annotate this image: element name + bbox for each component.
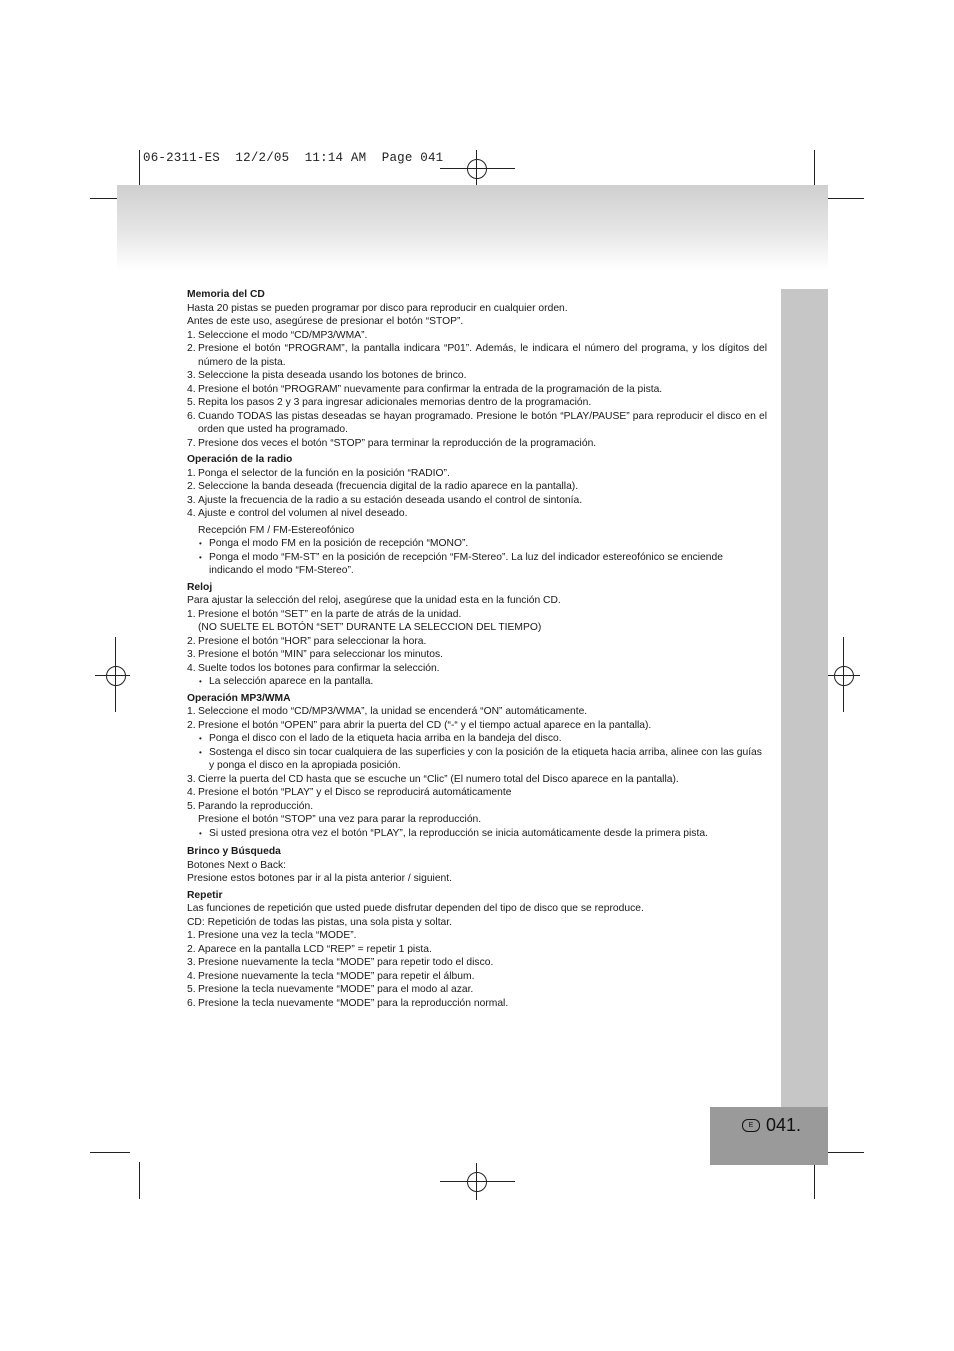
bullet-item bbox=[187, 537, 767, 551]
list-number: 3. bbox=[187, 494, 196, 506]
list-number: 4. bbox=[187, 662, 196, 674]
list-number: 3. bbox=[187, 370, 196, 381]
list-text: Cierre la puerta del CD hasta que se escuche un “Clic” (El numero total del Disco aparece en la pantalla). bbox=[198, 773, 679, 785]
paragraph: Antes de este uso, asegúrese de presionar el botón “STOP”. bbox=[187, 316, 464, 327]
list-item bbox=[187, 437, 767, 451]
list-text: Presione la tecla nuevamente “MODE” para la reproducción normal. bbox=[198, 997, 509, 1009]
side-tab bbox=[781, 289, 828, 1107]
list-number: 4. bbox=[187, 970, 196, 982]
print-slug: 06-2311-ES 12/2/05 11:14 AM Page 041 bbox=[143, 151, 444, 165]
bullet-icon: • bbox=[199, 539, 202, 548]
list-text: Presione una vez la tecla “MODE”. bbox=[198, 930, 357, 941]
list-text: Aparece en la pantalla LCD “REP” = repetir 1 pista. bbox=[198, 943, 432, 955]
registration-mark-circle bbox=[834, 666, 854, 686]
list-number: 1. bbox=[187, 706, 196, 717]
section-brinco bbox=[187, 845, 767, 886]
list-item bbox=[187, 480, 767, 494]
list-text: Seleccione el modo “CD/MP3/WMA”, la unidad se encenderá “ON” automáticamente. bbox=[198, 706, 588, 717]
list-number: 6. bbox=[187, 410, 196, 422]
paragraph: Para ajustar la selección del reloj, asegúrese que la unidad esta en la función CD. bbox=[187, 595, 561, 606]
list-item bbox=[187, 956, 767, 970]
bullet-item bbox=[187, 675, 767, 689]
list-number: 3. bbox=[187, 773, 196, 785]
bullet-icon: • bbox=[199, 828, 202, 838]
section-heading: Brinco y Búsqueda bbox=[187, 846, 281, 857]
header-band bbox=[117, 185, 828, 270]
paragraph: Las funciones de repetición que usted puede disfrutar dependen del tipo de disco que se reproduce. bbox=[187, 903, 644, 914]
list-item bbox=[187, 608, 767, 622]
list-item bbox=[187, 396, 767, 410]
list-item bbox=[187, 329, 767, 343]
list-item bbox=[187, 943, 767, 957]
note: (NO SUELTE EL BOTÓN “SET” DURANTE LA SELECCION DEL TIEMPO) bbox=[198, 622, 542, 633]
crop-mark bbox=[139, 150, 140, 187]
list-text: Presione nuevamente la tecla “MODE” para repetir el álbum. bbox=[198, 970, 475, 982]
bullet-text: Si usted presiona otra vez el botón “PLAY”, la reproducción se inicia automáticamente desde la primera pista. bbox=[209, 827, 708, 839]
list-item bbox=[187, 507, 767, 521]
list-number: 2. bbox=[187, 343, 196, 354]
list-text: Suelte todos los botones para confirmar la selección. bbox=[198, 662, 440, 674]
registration-mark-circle bbox=[106, 666, 126, 686]
list-number: 4. bbox=[187, 383, 196, 395]
list-item bbox=[187, 970, 767, 984]
section-heading: Memoria del CD bbox=[187, 289, 265, 300]
crop-mark bbox=[90, 1152, 130, 1153]
list-number: 2. bbox=[187, 635, 196, 647]
list-text: Presione el botón “OPEN” para abrir la puerta del CD (“-“ y el tiempo actual aparece en la pantalla). bbox=[198, 719, 652, 731]
section-reloj bbox=[187, 581, 767, 689]
list-number: 4. bbox=[187, 787, 196, 798]
bullet-text: Ponga el modo “FM-ST” en la posición de recepción “FM-Stereo”. La luz del indicador estereofónico se enciende indicando el modo “FM-Stereo”. bbox=[209, 551, 723, 576]
list-number: 2. bbox=[187, 719, 196, 731]
section-mp3 bbox=[187, 692, 767, 841]
paragraph: CD: Repetición de todas las pistas, una sola pista y soltar. bbox=[187, 916, 452, 928]
list-text: Presione el botón “PROGRAM”, la pantalla indicara “P01”. Además, le indicara el número del programa, y los dígitos del número de la pista. bbox=[198, 343, 767, 368]
list-number: 1. bbox=[187, 329, 196, 341]
bullet-item bbox=[187, 732, 767, 746]
crop-mark bbox=[814, 1162, 815, 1199]
list-number: 3. bbox=[187, 649, 196, 660]
list-item bbox=[187, 369, 767, 383]
list-number: 1. bbox=[187, 930, 196, 941]
crop-mark bbox=[814, 150, 815, 187]
bullet-text: La selección aparece en la pantalla. bbox=[209, 676, 374, 687]
list-text: Repita los pasos 2 y 3 para ingresar adicionales memorias dentro de la programación. bbox=[198, 397, 592, 408]
list-item bbox=[187, 997, 767, 1011]
bullet-text: Ponga el disco con el lado de la etiqueta hacia arriba en la bandeja del disco. bbox=[209, 733, 562, 744]
bullet-icon: • bbox=[199, 677, 202, 686]
list-text: Cuando TODAS las pistas deseadas se hayan programado. Presione le botón “PLAY/PAUSE” para reproducir el disco en el orden que usted ha programado. bbox=[198, 410, 767, 435]
registration-mark-circle bbox=[467, 1172, 487, 1192]
list-text: Parando la reproducción. bbox=[198, 800, 314, 812]
bullet-item bbox=[187, 746, 767, 773]
list-text: Presione el botón “SET” en la parte de atrás de la unidad. bbox=[198, 608, 462, 620]
list-text: Ponga el selector de la función en la posición “RADIO”. bbox=[198, 467, 450, 479]
list-number: 4. bbox=[187, 508, 196, 519]
list-item bbox=[187, 786, 767, 800]
page-number bbox=[742, 1115, 801, 1136]
list-text: Ajuste e control del volumen al nivel deseado. bbox=[198, 508, 408, 519]
page-number-text: 041. bbox=[766, 1115, 802, 1135]
section-heading: Operación MP3/WMA bbox=[187, 692, 291, 704]
list-number: 6. bbox=[187, 997, 196, 1009]
list-number: 2. bbox=[187, 481, 196, 492]
paragraph: Botones Next o Back: bbox=[187, 859, 287, 871]
list-text: Presione dos veces el botón “STOP” para terminar la reproducción de la programación. bbox=[198, 437, 597, 449]
bullet-text: Sostenga el disco sin tocar cualquiera de las superficies y con la posición de la etiqueta hacia arriba, alinee con las guías y ponga el disco en la apropiada posición. bbox=[209, 746, 762, 771]
section-memoria bbox=[187, 288, 767, 450]
list-item bbox=[187, 342, 767, 369]
bullet-item bbox=[187, 827, 767, 841]
crop-mark bbox=[139, 1162, 140, 1199]
list-number: 1. bbox=[187, 467, 196, 479]
bullet-icon: • bbox=[199, 747, 202, 757]
list-item bbox=[187, 494, 767, 508]
list-item bbox=[187, 929, 767, 943]
bullet-item bbox=[187, 551, 767, 578]
sub-label: Recepción FM / FM-Estereofónico bbox=[198, 524, 355, 536]
list-item bbox=[187, 719, 767, 733]
list-number: 7. bbox=[187, 437, 196, 449]
section-repetir bbox=[187, 889, 767, 1011]
list-item bbox=[187, 648, 767, 662]
list-item bbox=[187, 383, 767, 397]
list-text: Presione el botón “PLAY” y el Disco se reproducirá automáticamente bbox=[198, 787, 512, 798]
list-item bbox=[187, 467, 767, 481]
list-text: Presione el botón “MIN” para seleccionar los minutos. bbox=[198, 649, 443, 660]
language-badge: E bbox=[742, 1119, 760, 1132]
list-item bbox=[187, 773, 767, 787]
list-item bbox=[187, 635, 767, 649]
list-number: 5. bbox=[187, 800, 196, 812]
list-item bbox=[187, 662, 767, 676]
list-item bbox=[187, 705, 767, 719]
list-number: 2. bbox=[187, 943, 196, 955]
list-text: Seleccione el modo “CD/MP3/WMA”. bbox=[198, 329, 368, 341]
list-text: Seleccione la banda deseada (frecuencia digital de la radio aparece en la pantalla). bbox=[198, 481, 579, 492]
list-text: Ajuste la frecuencia de la radio a su estación deseada usando el control de sintonía. bbox=[198, 494, 583, 506]
crop-mark bbox=[824, 1152, 864, 1153]
list-text: Presione el botón “HOR” para seleccionar la hora. bbox=[198, 635, 427, 647]
list-item bbox=[187, 410, 767, 437]
section-heading: Reloj bbox=[187, 581, 213, 593]
manual-content bbox=[187, 288, 767, 1013]
registration-mark-circle bbox=[467, 159, 487, 179]
bullet-icon: • bbox=[199, 734, 202, 743]
list-number: 3. bbox=[187, 957, 196, 968]
list-text: Presione el botón “PROGRAM” nuevamente para confirmar la entrada de la programación de la pista. bbox=[198, 383, 663, 395]
list-item bbox=[187, 800, 767, 814]
list-number: 5. bbox=[187, 397, 196, 408]
crop-mark bbox=[824, 198, 864, 199]
paragraph: Hasta 20 pistas se pueden programar por disco para reproducir en cualquier orden. bbox=[187, 302, 568, 314]
section-heading: Operación de la radio bbox=[187, 454, 293, 465]
list-number: 1. bbox=[187, 608, 196, 620]
bullet-text: Ponga el modo FM en la posición de recepción “MONO”. bbox=[209, 538, 469, 549]
list-text: Presione la tecla nuevamente “MODE” para el modo al azar. bbox=[198, 984, 474, 995]
section-heading: Repetir bbox=[187, 889, 223, 901]
bullet-icon: • bbox=[199, 552, 202, 562]
section-radio bbox=[187, 453, 767, 578]
list-number: 5. bbox=[187, 984, 196, 995]
list-item bbox=[187, 983, 767, 997]
list-text: Seleccione la pista deseada usando los botones de brinco. bbox=[198, 370, 467, 381]
list-text: Presione nuevamente la tecla “MODE” para repetir todo el disco. bbox=[198, 957, 494, 968]
paragraph: Presione estos botones par ir al la pista anterior / siguient. bbox=[187, 873, 453, 884]
note: Presione el botón “STOP” una vez para parar la reproducción. bbox=[198, 814, 482, 825]
